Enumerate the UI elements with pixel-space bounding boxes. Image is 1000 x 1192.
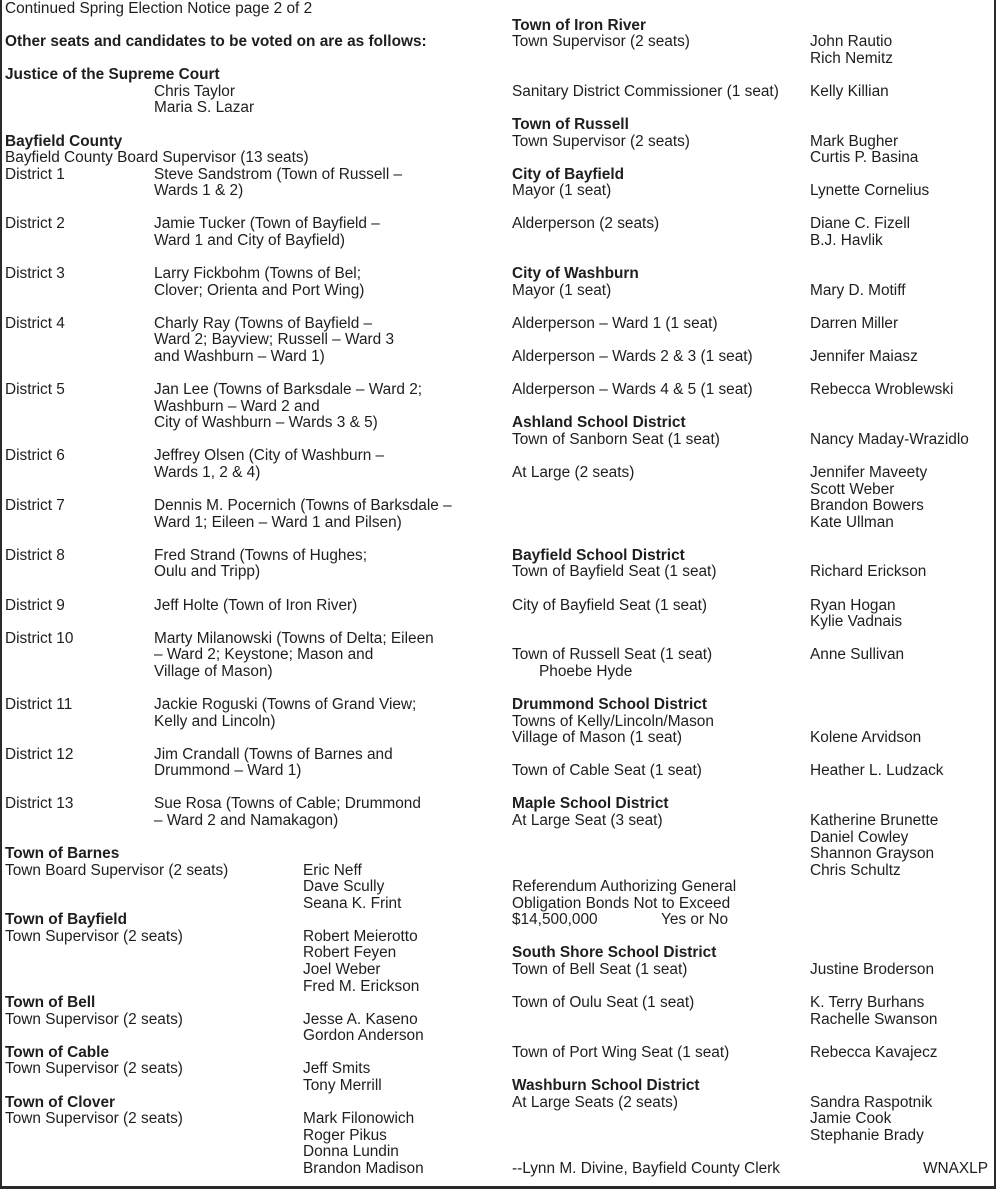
seat-text: Bayfield County Board Supervisor (13 seats) bbox=[5, 149, 309, 167]
candidate-text: Jesse A. Kaseno bbox=[303, 1010, 418, 1028]
seat-text: $14,500,000 bbox=[512, 911, 598, 929]
seat-text: District 9 bbox=[5, 596, 65, 614]
section-heading: Town of Barnes bbox=[5, 845, 120, 863]
candidate-text: Seana K. Frint bbox=[303, 894, 402, 912]
seat-text: Town of Russell Seat (1 seat) bbox=[512, 646, 713, 664]
seat-text: District 11 bbox=[5, 695, 73, 713]
seat-text: Town Supervisor (2 seats) bbox=[512, 33, 690, 51]
candidate-text: Kelly and Lincoln) bbox=[154, 712, 276, 730]
candidate-text: Fred Strand (Towns of Hughes; bbox=[154, 546, 368, 564]
candidate-text: Ward 1 and City of Bayfield) bbox=[154, 231, 346, 249]
candidate-text: Mark Filonowich bbox=[303, 1110, 415, 1128]
candidate-text: Jennifer Maveety bbox=[810, 463, 928, 481]
seat-text: District 8 bbox=[5, 546, 65, 564]
candidate-text: Rebecca Wroblewski bbox=[810, 381, 954, 399]
section-heading: Washburn School District bbox=[512, 1077, 700, 1095]
seat-text: At Large (2 seats) bbox=[512, 463, 635, 481]
candidate-text: Wards 1 & 2) bbox=[154, 182, 244, 200]
candidate-text: Washburn – Ward 2 and bbox=[154, 397, 320, 415]
section-heading: Maple School District bbox=[512, 795, 669, 813]
candidate-text: Robert Meierotto bbox=[303, 927, 418, 945]
candidate-text: Ward 1; Eileen – Ward 1 and Pilsen) bbox=[154, 513, 402, 531]
section-heading: Town of Cable bbox=[5, 1043, 110, 1061]
candidate-text: Shannon Grayson bbox=[810, 845, 935, 863]
section-heading: Town of Iron River bbox=[512, 16, 646, 34]
candidate-text: Scott Weber bbox=[810, 480, 895, 498]
candidate-text: Chris Taylor bbox=[154, 82, 235, 100]
candidate-text: Jamie Tucker (Town of Bayfield – bbox=[154, 215, 380, 233]
candidate-text: Darren Miller bbox=[810, 314, 899, 332]
seat-text: Mayor (1 seat) bbox=[512, 281, 612, 299]
candidate-text: Roger Pikus bbox=[303, 1126, 387, 1144]
candidate-text: Rich Nemitz bbox=[810, 49, 893, 67]
seat-text: Yes or No bbox=[661, 911, 729, 929]
candidate-text: K. Terry Burhans bbox=[810, 994, 925, 1012]
candidate-text: Joel Weber bbox=[303, 961, 381, 979]
candidate-text: Rebecca Kavajecz bbox=[810, 1043, 938, 1061]
candidate-text: B.J. Havlik bbox=[810, 231, 883, 249]
section-heading: Town of Bayfield bbox=[5, 911, 127, 929]
seat-text: District 4 bbox=[5, 314, 65, 332]
candidate-text: Jim Crandall (Towns of Barnes and bbox=[154, 745, 393, 763]
candidate-text: Brandon Bowers bbox=[810, 497, 924, 515]
seat-text: Obligation Bonds Not to Exceed bbox=[512, 894, 731, 912]
candidate-text: Curtis P. Basina bbox=[810, 149, 919, 167]
section-heading: City of Washburn bbox=[512, 265, 639, 283]
candidate-text: Kate Ullman bbox=[810, 513, 894, 531]
candidate-text: Larry Fickbohm (Towns of Bel; bbox=[154, 265, 361, 283]
seat-text: Alderperson – Wards 4 & 5 (1 seat) bbox=[512, 381, 753, 399]
candidate-text: Kelly Killian bbox=[810, 82, 889, 100]
seat-text: District 7 bbox=[5, 497, 65, 515]
candidate-text: Dave Scully bbox=[303, 878, 385, 896]
candidate-text: – Ward 2 and Namakagon) bbox=[154, 811, 339, 829]
section-heading: South Shore School District bbox=[512, 944, 717, 962]
publication-code: WNAXLP bbox=[923, 1159, 988, 1177]
candidate-text: Oulu and Tripp) bbox=[154, 563, 261, 581]
seat-text: Sanitary District Commissioner (1 seat) bbox=[512, 82, 779, 100]
candidate-text: Nancy Maday-Wrazidlo bbox=[810, 430, 969, 448]
seat-text: Town Supervisor (2 seats) bbox=[5, 1110, 183, 1128]
seat-text: District 1 bbox=[5, 165, 65, 183]
candidate-text: Rachelle Swanson bbox=[810, 1010, 938, 1028]
candidate-text: Anne Sullivan bbox=[810, 646, 905, 664]
candidate-text: Village of Mason) bbox=[154, 662, 273, 680]
candidate-text: Stephanie Brady bbox=[810, 1126, 924, 1144]
seat-text: Referendum Authorizing General bbox=[512, 878, 737, 896]
seat-text: Alderperson – Wards 2 & 3 (1 seat) bbox=[512, 347, 753, 365]
candidate-text: Eric Neff bbox=[303, 861, 362, 879]
section-heading: Town of Russell bbox=[512, 115, 629, 133]
candidate-text: Jeffrey Olsen (City of Washburn – bbox=[154, 447, 385, 465]
seat-text: Town Supervisor (2 seats) bbox=[5, 1010, 183, 1028]
candidate-text: Steve Sandstrom (Town of Russell – bbox=[154, 165, 403, 183]
candidate-text: Maria S. Lazar bbox=[154, 99, 255, 117]
candidate-text: Clover; Orienta and Port Wing) bbox=[154, 281, 365, 299]
seat-text: Towns of Kelly/Lincoln/Mason bbox=[512, 712, 714, 730]
candidate-text: John Rautio bbox=[810, 33, 893, 51]
seat-text: District 6 bbox=[5, 447, 65, 465]
candidate-text: Heather L. Ludzack bbox=[810, 762, 944, 780]
candidate-text: Jeff Holte (Town of Iron River) bbox=[154, 596, 358, 614]
section-heading: Bayfield School District bbox=[512, 546, 685, 564]
candidate-text: Justine Broderson bbox=[810, 961, 935, 979]
section-heading: Drummond School District bbox=[512, 695, 707, 713]
candidate-text: Ryan Hogan bbox=[810, 596, 896, 614]
seat-text: District 3 bbox=[5, 265, 65, 283]
seat-text: Town of Sanborn Seat (1 seat) bbox=[512, 430, 720, 448]
candidate-text: Brandon Madison bbox=[303, 1159, 424, 1177]
seat-text: District 12 bbox=[5, 745, 74, 763]
seat-text: Town Board Supervisor (2 seats) bbox=[5, 861, 229, 879]
candidate-text: Gordon Anderson bbox=[303, 1027, 424, 1045]
candidate-text: Jeff Smits bbox=[303, 1060, 371, 1078]
section-heading: Town of Clover bbox=[5, 1093, 116, 1111]
section-heading: City of Bayfield bbox=[512, 165, 625, 183]
candidate-text: Robert Feyen bbox=[303, 944, 397, 962]
candidate-text: Fred M. Erickson bbox=[303, 977, 420, 995]
candidate-text: and Washburn – Ward 1) bbox=[154, 347, 325, 365]
seat-text: Town of Bayfield Seat (1 seat) bbox=[512, 563, 717, 581]
candidate-text: City of Washburn – Wards 3 & 5) bbox=[154, 414, 378, 432]
candidate-text: Kolene Arvidson bbox=[810, 729, 922, 747]
seat-text: Alderperson – Ward 1 (1 seat) bbox=[512, 314, 718, 332]
seat-text: Town of Cable Seat (1 seat) bbox=[512, 762, 702, 780]
candidate-text: Katherine Brunette bbox=[810, 811, 939, 829]
candidate-text: Jackie Roguski (Towns of Grand View; bbox=[154, 695, 417, 713]
seat-text: Town Supervisor (2 seats) bbox=[512, 132, 690, 150]
seat-text: At Large Seats (2 seats) bbox=[512, 1093, 678, 1111]
seat-text: District 2 bbox=[5, 215, 65, 233]
candidate-text: Sue Rosa (Towns of Cable; Drummond bbox=[154, 795, 421, 813]
candidate-text: Jamie Cook bbox=[810, 1110, 892, 1128]
candidate-text: Mark Bugher bbox=[810, 132, 899, 150]
candidate-text: Jennifer Maiasz bbox=[810, 347, 918, 365]
candidate-text: Diane C. Fizell bbox=[810, 215, 911, 233]
candidate-text: Richard Erickson bbox=[810, 563, 927, 581]
section-heading: Justice of the Supreme Court bbox=[5, 66, 220, 84]
seat-text: District 5 bbox=[5, 381, 65, 399]
candidate-text: Sandra Raspotnik bbox=[810, 1093, 933, 1111]
candidate-text: – Ward 2; Keystone; Mason and bbox=[154, 646, 374, 664]
candidate-text: Ward 2; Bayview; Russell – Ward 3 bbox=[154, 331, 395, 349]
notice-header: Continued Spring Election Notice page 2 of 2 bbox=[5, 0, 313, 17]
seat-text: District 13 bbox=[5, 795, 74, 813]
seat-text: Town of Port Wing Seat (1 seat) bbox=[512, 1043, 730, 1061]
candidate-text: Daniel Cowley bbox=[810, 828, 909, 846]
seat-text: Alderperson (2 seats) bbox=[512, 215, 660, 233]
candidate-text: Marty Milanowski (Towns of Delta; Eileen bbox=[154, 629, 434, 647]
candidate-text: Tony Merrill bbox=[303, 1077, 382, 1095]
candidate-text: Phoebe Hyde bbox=[539, 662, 633, 680]
seat-text: At Large Seat (3 seat) bbox=[512, 811, 663, 829]
seat-text: Mayor (1 seat) bbox=[512, 182, 612, 200]
candidate-text: Mary D. Motiff bbox=[810, 281, 906, 299]
section-heading: Ashland School District bbox=[512, 414, 686, 432]
clerk-signature: --Lynn M. Divine, Bayfield County Clerk bbox=[512, 1159, 781, 1177]
candidate-text: Lynette Cornelius bbox=[810, 182, 930, 200]
section-heading: Bayfield County bbox=[5, 132, 123, 150]
seat-text: Town Supervisor (2 seats) bbox=[5, 1060, 183, 1078]
seat-text: Town of Bell Seat (1 seat) bbox=[512, 961, 688, 979]
candidate-text: Chris Schultz bbox=[810, 861, 901, 879]
seat-text: District 10 bbox=[5, 629, 74, 647]
seat-text: Town Supervisor (2 seats) bbox=[5, 927, 183, 945]
candidate-text: Wards 1, 2 & 4) bbox=[154, 463, 261, 481]
candidate-text: Kylie Vadnais bbox=[810, 613, 903, 631]
candidate-text: Charly Ray (Towns of Bayfield – bbox=[154, 314, 373, 332]
seat-text: City of Bayfield Seat (1 seat) bbox=[512, 596, 708, 614]
candidate-text: Jan Lee (Towns of Barksdale – Ward 2; bbox=[154, 381, 423, 399]
seat-text: Town of Oulu Seat (1 seat) bbox=[512, 994, 695, 1012]
notice-intro: Other seats and candidates to be voted on are as follows: bbox=[5, 33, 427, 51]
seat-text: Village of Mason (1 seat) bbox=[512, 729, 682, 747]
candidate-text: Donna Lundin bbox=[303, 1143, 399, 1161]
section-heading: Town of Bell bbox=[5, 994, 96, 1012]
candidate-text: Drummond – Ward 1) bbox=[154, 762, 302, 780]
candidate-text: Dennis M. Pocernich (Towns of Barksdale – bbox=[154, 497, 452, 515]
